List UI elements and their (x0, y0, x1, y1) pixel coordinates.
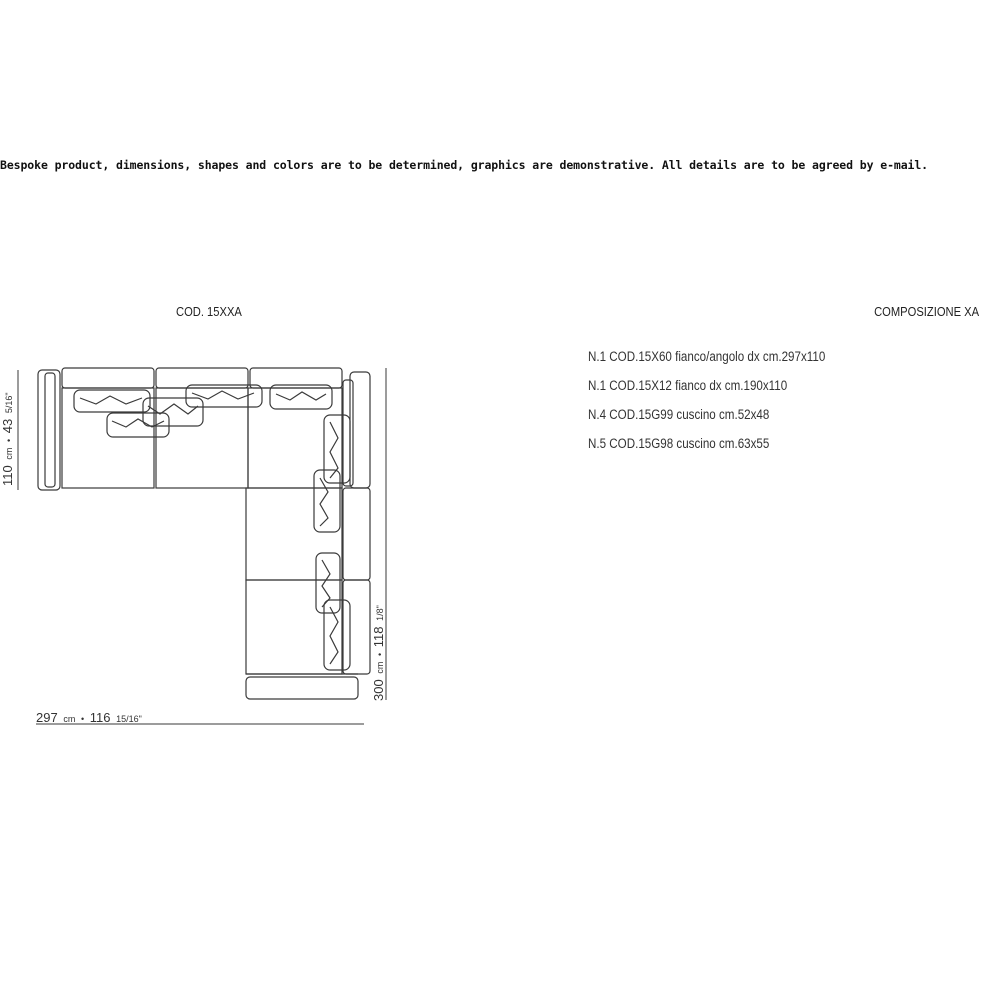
product-code-title: COD. 15XXA (176, 304, 242, 319)
length-sep: • (375, 652, 385, 657)
cushion (314, 470, 340, 532)
width-cm: 297 (36, 710, 58, 725)
length-dimension-label (371, 605, 386, 701)
cushion (143, 398, 203, 426)
depth-inch: 43 (0, 418, 15, 434)
depth-frac: 5/16" (4, 392, 14, 414)
depth-dimension-label (0, 392, 15, 486)
composition-title: COMPOSIZIONE XA (874, 304, 979, 319)
composition-item: N.4 COD.15G99 cuscino cm.52x48 (588, 407, 770, 422)
cushion (107, 413, 169, 437)
length-inch: 118 (371, 626, 386, 648)
width-sep: • (80, 714, 85, 724)
left-armrest (38, 370, 60, 490)
cushion (324, 415, 350, 483)
depth-sep: • (4, 438, 14, 443)
depth-cm: 110 (0, 465, 15, 486)
length-frac: 1/8" (375, 605, 385, 621)
top-seats (62, 388, 342, 488)
width-unit: cm (63, 714, 76, 724)
back-cushions (74, 385, 332, 437)
length-cm: 300 (371, 679, 386, 701)
composition-item: N.1 COD.15X60 fianco/angolo dx cm.297x110 (588, 349, 826, 364)
composition-item: N.5 COD.15G98 cuscino cm.63x55 (588, 436, 770, 451)
cushion (74, 390, 150, 412)
length-unit: cm (375, 661, 385, 674)
width-inch: 116 (89, 710, 111, 725)
side-cushions (314, 415, 350, 670)
right-backrest (343, 372, 370, 674)
disclaimer-text: Bespoke product, dimensions, shapes and colors are to be determined, graphics are demonstrative. All details are to be agreed by e-mail. (0, 158, 929, 172)
cushion (316, 553, 340, 613)
width-frac: 15/16" (116, 714, 142, 724)
chaise-seats (246, 488, 358, 699)
depth-unit: cm (4, 447, 14, 460)
width-dimension-label (36, 710, 142, 725)
cushion (324, 600, 350, 670)
composition-item: N.1 COD.15X12 fianco dx cm.190x110 (588, 378, 788, 393)
